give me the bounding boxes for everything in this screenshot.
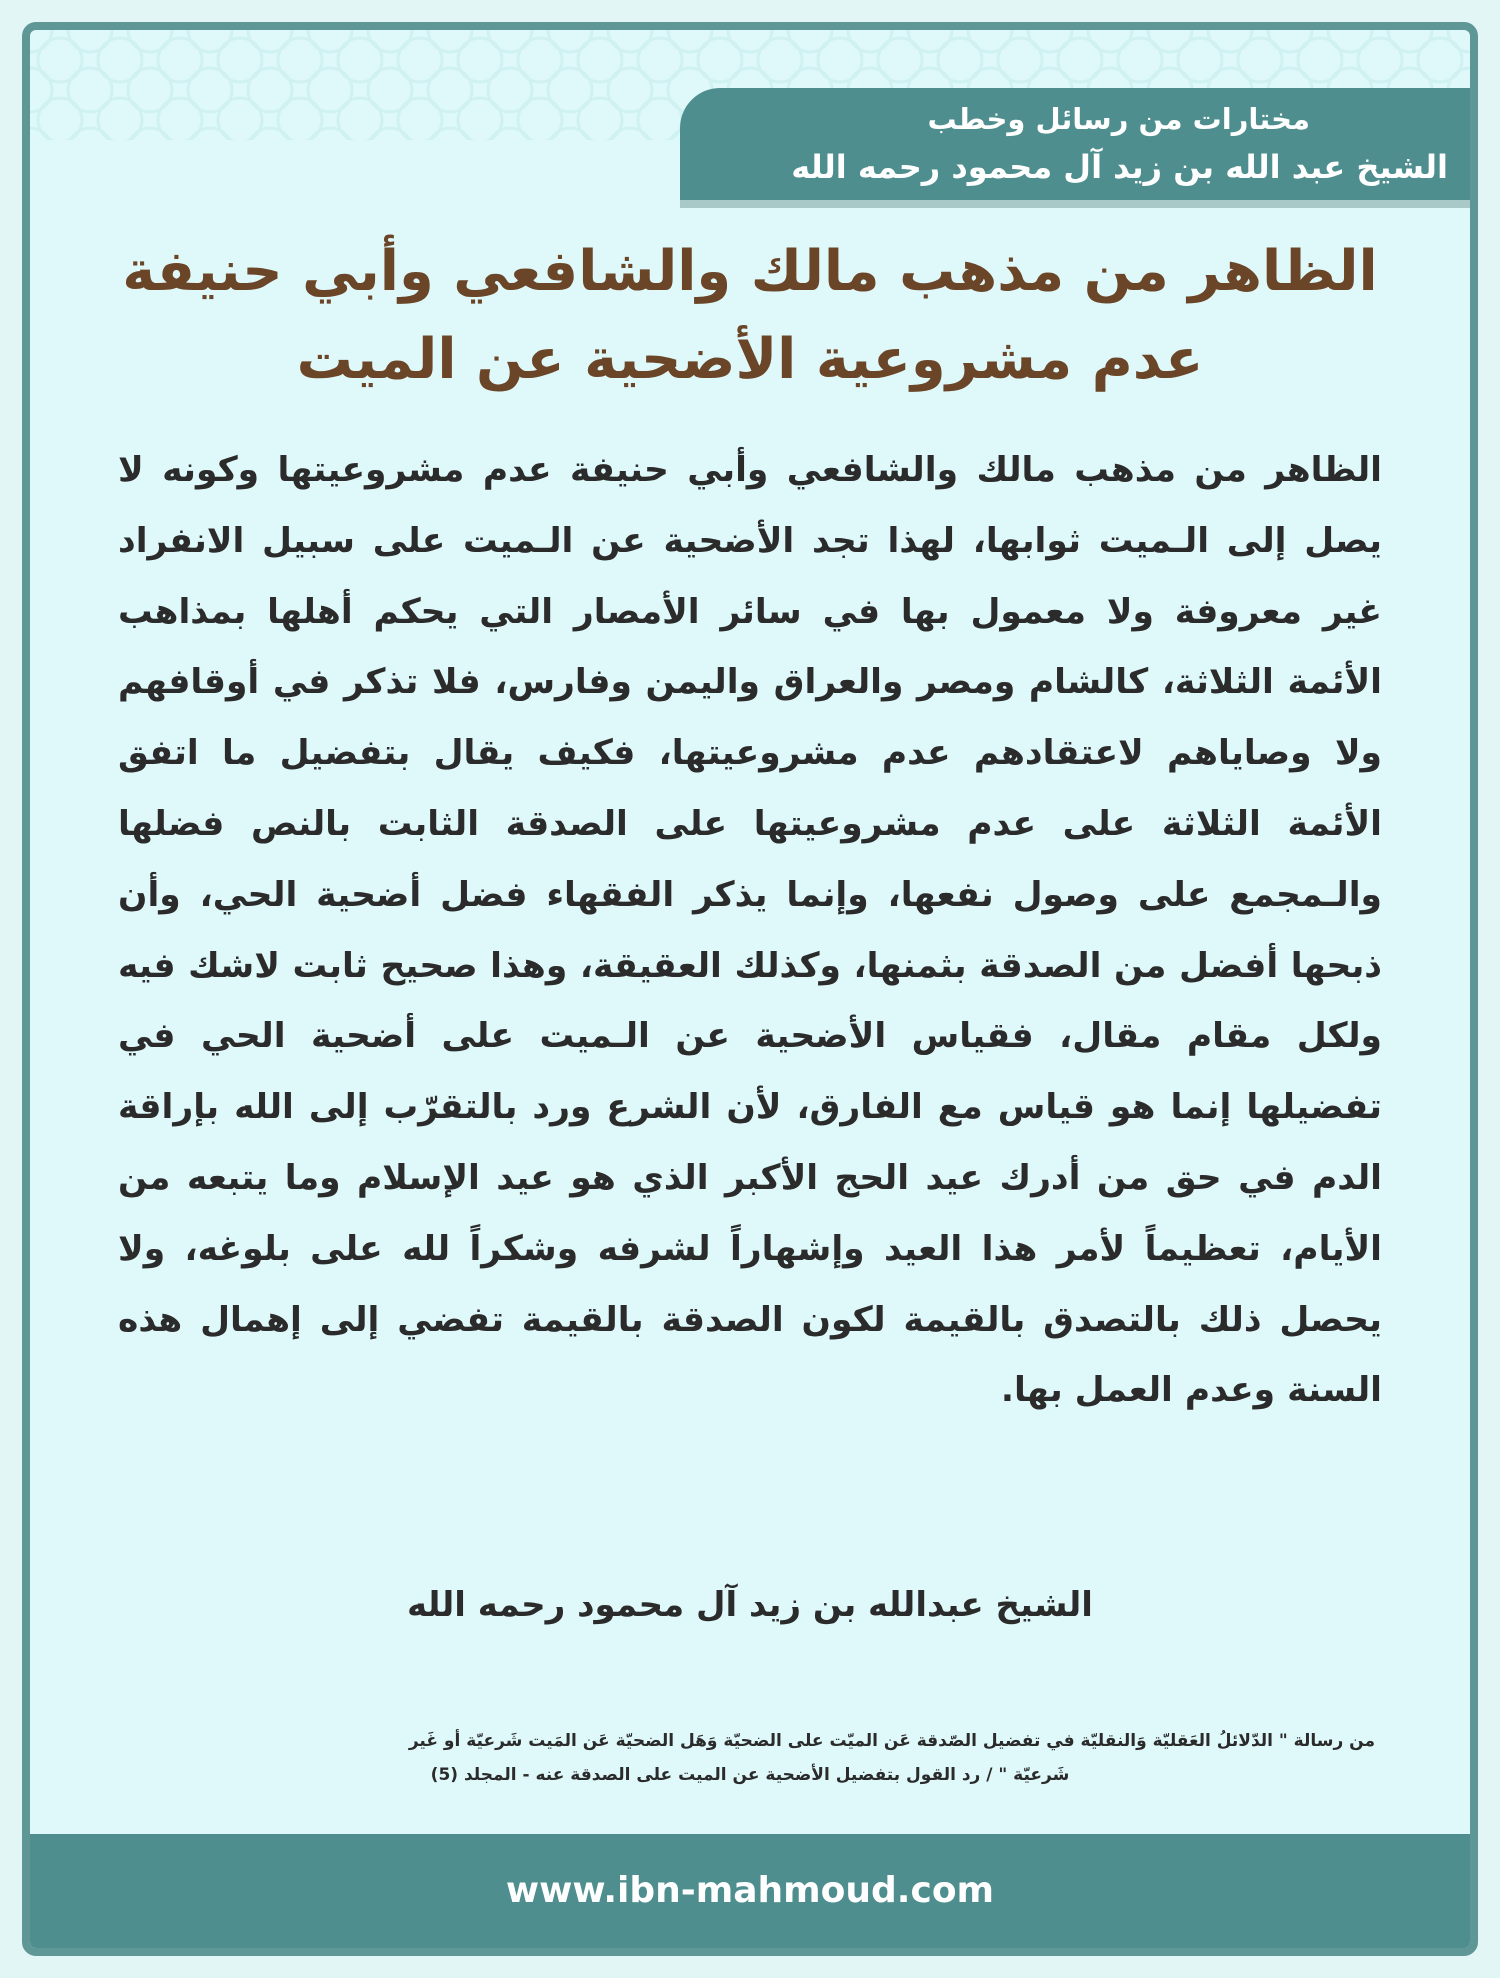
- document-card: [22, 22, 1478, 1956]
- page-title: [90, 228, 1410, 404]
- body-paragraph: الظاهر من مذهب مالك والشافعي وأبي حنيفة عدم مشروعيتها وكونه لا يصل إلى الـميت ثوابها، لهذا تجد الأضحية عن الـميت على سبيل الانفراد غير معروفة ولا معمول بها في سائر الأمصار التي يحكم أهلها بمذاهب الأئمة الثلاثة، كالشام ومصر والعراق واليمن وفارس، فلا تذكر في أوقافهم ولا وصاياهم لاعتقادهم عدم مشروعيتها، فكيف يقال بتفضيل ما اتفق الأئمة الثلاثة على عدم مشروعيتها على الصدقة الثابت بالنص فضلها والـمجمع على وصول نفعها، وإنما يذكر الفقهاء فضل أضحية الحي، وأن ذبحها أفضل من الصدقة بثمنها، وكذلك العقيقة، وهذا صحيح ثابت لاشك فيه ولكل مقام مقال، فقياس الأضحية عن الـميت على أضحية الحي في تفضيلها إنما هو قياس مع الفارق، لأن الشرع ورد بالتقرّب إلى الله بإراقة الدم في حق من أدرك عيد الحج الأكبر الذي هو عيد الإسلام وما يتبعه من الأيام، تعظيماً لأمر هذا العيد وإشهاراً لشرفه وشكراً لله على بلوغه، ولا يحصل ذلك بالتصدق بالقيمة لكون الصدقة بالقيمة تفضي إلى إهمال هذه السنة وعدم العمل بها.: [118, 450, 1382, 1411]
- source-line-1: من رسالة " الدّلائلُ العَقليّة وَالنقليّة في تفضيل الصّدقة عَن الميّت على الضحيّة وَهَل الضحيّة عَن المَيت شَرعيّة أو غَير: [408, 1731, 1375, 1751]
- source-citation: [125, 1724, 1375, 1792]
- header-banner: [680, 88, 1470, 208]
- source-line-2: شَرعيّة " / رد القول بتفضيل الأضحية عن الميت على الصدقة عنه - المجلد (5): [430, 1765, 1070, 1785]
- header-series-title: مختارات من رسائل وخطب: [927, 102, 1310, 136]
- website-link[interactable]: www.ibn-mahmoud.com: [505, 1870, 995, 1911]
- header-author-name: الشيخ عبد الله بن زيد آل محمود رحمه الله: [791, 148, 1448, 186]
- title-line-2: عدم مشروعية الأضحية عن الميت: [296, 327, 1204, 392]
- footer-bar: [30, 1834, 1470, 1948]
- author-signature: الشيخ عبدالله بن زيد آل محمود رحمه الله: [407, 1585, 1093, 1625]
- title-line-1: الظاهر من مذهب مالك والشافعي وأبي حنيفة: [122, 239, 1378, 304]
